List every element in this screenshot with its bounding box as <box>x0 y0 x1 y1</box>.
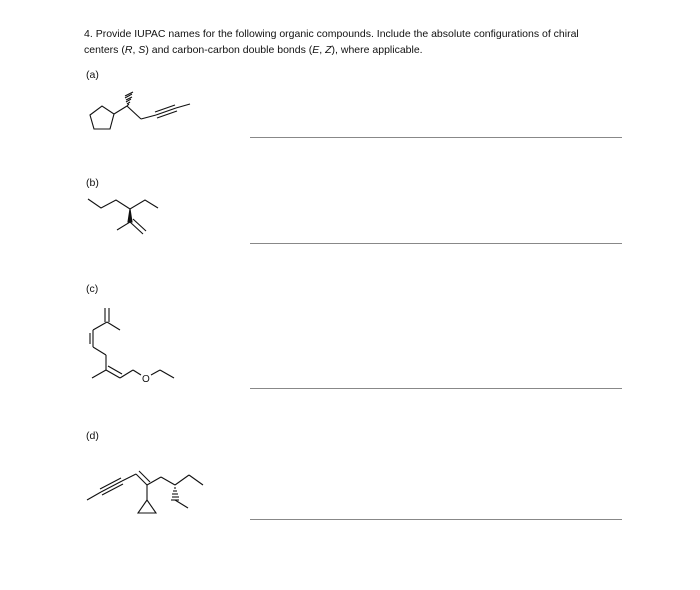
structure-a <box>90 92 190 129</box>
part-d-label: (d) <box>86 430 99 442</box>
chain-b <box>88 199 158 209</box>
triple-bond-a-3 <box>155 105 175 112</box>
bond-b1 <box>117 222 130 230</box>
bond-d5 <box>175 475 189 485</box>
bond-a3 <box>141 115 156 119</box>
cyclopentane-ring-a <box>90 106 114 129</box>
italic-R: R <box>124 44 133 56</box>
italic-Z: Z <box>325 44 332 56</box>
line2-mid: ) and carbon-carbon double bonds ( <box>145 44 313 56</box>
bond-d4 <box>161 477 175 485</box>
bond-c2 <box>93 322 107 330</box>
bond-c4 <box>93 347 106 355</box>
line2-sep1: , <box>132 44 139 56</box>
structure-c <box>90 308 174 385</box>
question-line-1-text: Provide IUPAC names for the following organic compounds. Include the absolute configurations of chiral <box>95 28 579 40</box>
bond-d1 <box>122 474 136 481</box>
line2-pre: centers ( <box>84 44 125 56</box>
bond-c6 <box>92 370 106 378</box>
line2-sep2: , <box>319 44 326 56</box>
bond-a4 <box>176 104 190 108</box>
question-number: 4. <box>84 28 93 40</box>
triple-bond-a-2 <box>157 111 177 118</box>
double-bond-d-2 <box>139 471 150 482</box>
part-a-label: (a) <box>86 69 99 81</box>
part-b-label: (b) <box>86 177 99 189</box>
line2-post: ), where applicable. <box>331 44 423 56</box>
bond-d6 <box>189 475 203 485</box>
bond-c9 <box>151 370 160 375</box>
bond-c1 <box>107 322 120 330</box>
solid-wedge-b <box>128 209 132 222</box>
hashed-wedge-a <box>125 92 133 106</box>
double-bond-b-2 <box>133 219 146 231</box>
bond-c8 <box>133 370 141 375</box>
italic-E: E <box>312 44 320 56</box>
double-bond-d-1 <box>136 474 147 485</box>
bond-a1 <box>114 106 127 114</box>
bond-d0 <box>87 492 101 500</box>
structure-d <box>87 471 203 513</box>
italic-S: S <box>138 44 146 56</box>
bond-d7 <box>175 500 188 508</box>
triple-bond-a-1 <box>156 108 176 115</box>
structure-b <box>88 199 158 234</box>
cyclopropane-ring-d <box>138 500 156 513</box>
double-bond-b-1 <box>130 222 143 234</box>
oxygen-atom-label: O <box>142 374 150 385</box>
part-c-label: (c) <box>86 283 99 295</box>
hashed-wedge-d <box>171 488 179 500</box>
bond-a2 <box>127 106 141 119</box>
bond-c10 <box>160 370 174 378</box>
